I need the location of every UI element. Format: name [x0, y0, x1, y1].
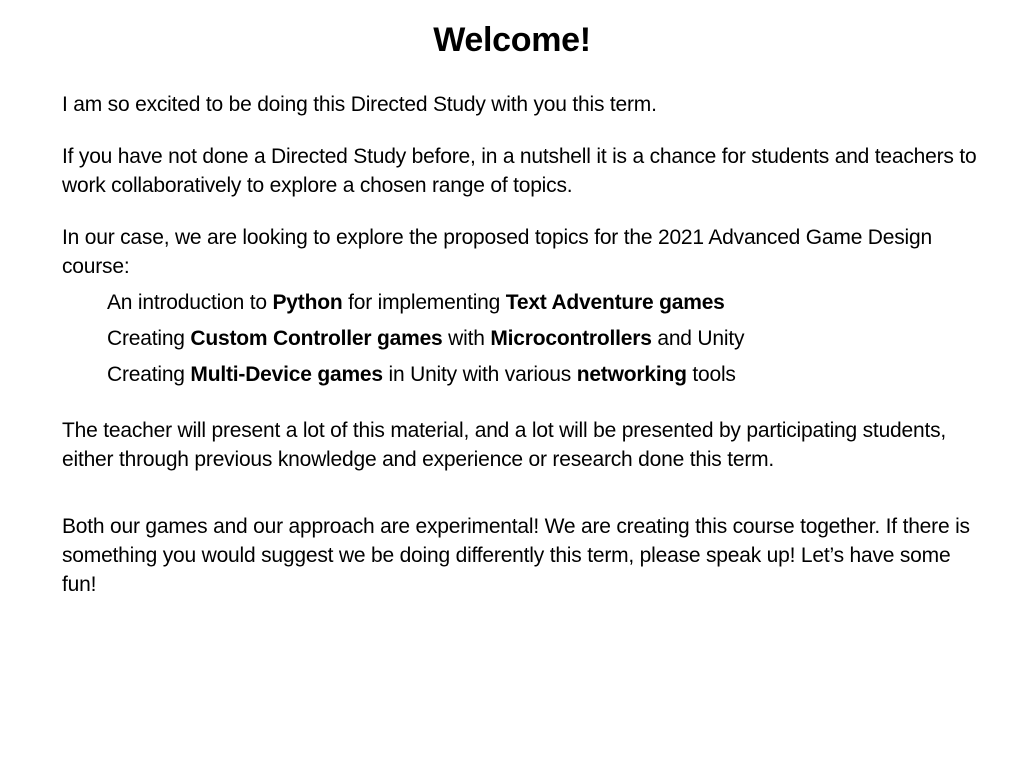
- experimental-paragraph: Both our games and our approach are experimental! We are creating this course together. If there is something you would suggest we be doing differently this term, please speak up! Let’s have some fun!: [62, 515, 970, 596]
- teacher-paragraph: The teacher will present a lot of this material, and a lot will be presented by participating students, either through previous knowledge and experience or research done this term.: [62, 419, 947, 471]
- slide-title: Welcome!: [433, 21, 591, 59]
- topic-item-custom-controller: Creating Custom Controller games with Microcontrollers and Unity: [107, 327, 745, 350]
- topics-intro-paragraph: In our case, we are looking to explore the proposed topics for the 2021 Advanced Game Design course:: [62, 226, 932, 278]
- directed-study-paragraph: If you have not done a Directed Study before, in a nutshell it is a chance for students and teachers to work collaboratively to explore a chosen range of topics.: [62, 145, 977, 197]
- slide-body: [62, 90, 982, 622]
- topic-item-multi-device: Creating Multi-Device games in Unity with various networking tools: [107, 363, 736, 386]
- topic-item-python: An introduction to Python for implementing Text Adventure games: [107, 291, 725, 314]
- intro-paragraph: I am so excited to be doing this Directed Study with you this term.: [62, 93, 657, 116]
- topics-list: [62, 285, 982, 393]
